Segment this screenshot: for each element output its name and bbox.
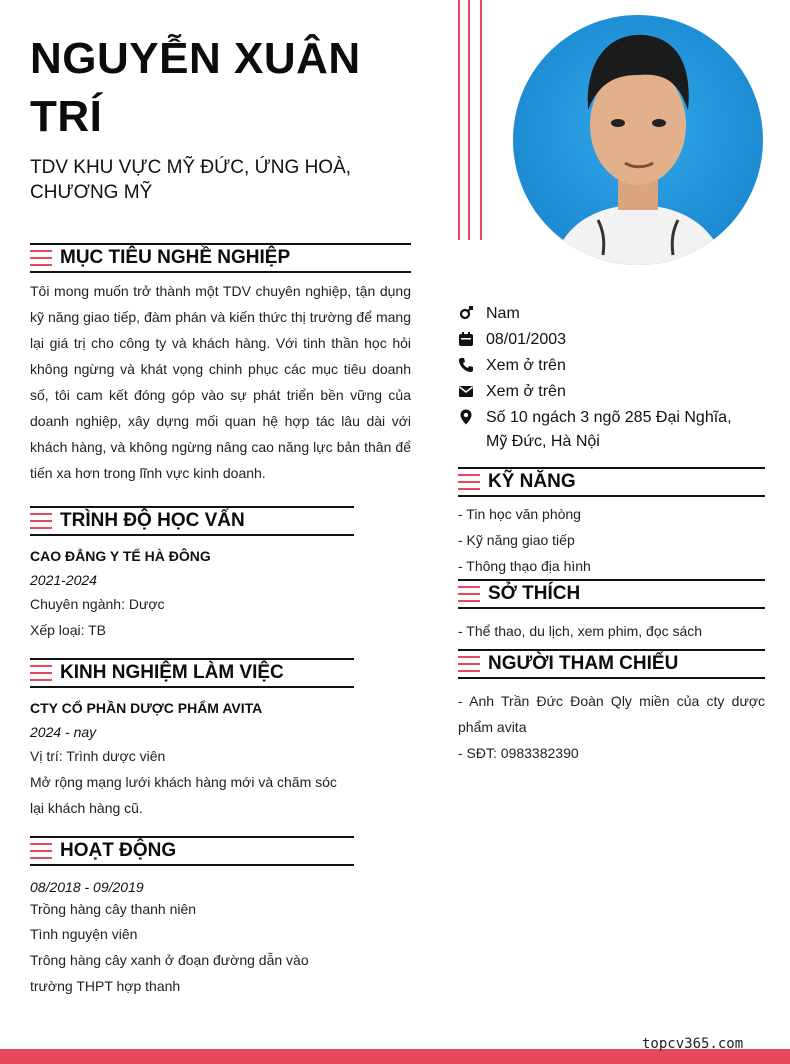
watermark: topcv365.com [642, 1036, 744, 1052]
gender-row [458, 302, 768, 326]
section-title: KINH NGHIỆM LÀM VIỆC [60, 662, 284, 683]
experience-period: 2024 - nay [30, 724, 97, 740]
section-title: NGƯỜI THAM CHIẾU [488, 653, 679, 674]
gender-value: Nam [486, 305, 520, 322]
menu-lines-icon [458, 474, 480, 490]
reference-person: - Anh Trần Đức Đoàn Qly miền của cty dược phẩm avita [458, 693, 765, 735]
dob-value: 08/01/2003 [486, 331, 567, 348]
section-title: KỸ NĂNG [488, 471, 576, 492]
phone-icon [458, 357, 474, 373]
activity-item: Trông hàng cây xanh ở đoạn đường dẫn vào trường THPT hợp thanh [30, 952, 309, 994]
activity-period: 08/2018 - 09/2019 [30, 879, 144, 895]
menu-lines-icon [458, 656, 480, 672]
section-title: MỤC TIÊU NGHỀ NGHIỆP [60, 247, 291, 268]
experience-header [30, 658, 354, 688]
education-major: Chuyên ngành: Dược [30, 596, 165, 612]
portrait-illustration [513, 15, 763, 265]
contact-info [458, 302, 768, 454]
email-row [458, 380, 768, 404]
job-position: TDV KHU VỰC MỸ ĐỨC, ỨNG HOÀ, CHƯƠNG MỸ [30, 157, 352, 203]
education-grade: Xếp loại: TB [30, 622, 107, 638]
references-header [458, 649, 765, 679]
decorative-line [480, 0, 482, 240]
envelope-icon [458, 383, 474, 399]
menu-lines-icon [30, 513, 52, 529]
menu-lines-icon [30, 250, 52, 266]
education-header [30, 506, 354, 536]
address-row [458, 406, 768, 454]
skill-item: - Tin học văn phòng [458, 506, 581, 522]
activity-item: Trồng hàng cây thanh niên [30, 901, 197, 917]
company-name: CTY CỔ PHẦN DƯỢC PHẨM AVITA [30, 700, 263, 716]
location-pin-icon [458, 409, 474, 425]
school-name: CAO ĐẲNG Y TẾ HÀ ĐÔNG [30, 548, 211, 564]
menu-lines-icon [30, 665, 52, 681]
experience-description: Mở rộng mạng lưới khách hàng mới và chăm sóc lại khách hàng cũ. [30, 774, 337, 816]
reference-phone: - SĐT: 0983382390 [458, 745, 579, 761]
decorative-line [458, 0, 460, 240]
phone-row [458, 354, 768, 378]
candidate-name: NGUYỄN XUÂN TRÍ [30, 34, 361, 141]
dob-row [458, 328, 768, 352]
section-title: SỞ THÍCH [488, 583, 581, 604]
education-period: 2021-2024 [30, 572, 97, 588]
profile-photo [513, 15, 763, 265]
experience-role: Vị trí: Trình dược viên [30, 748, 166, 764]
objective-header [30, 243, 411, 273]
skills-header [458, 467, 765, 497]
address-value: Số 10 ngách 3 ngõ 285 Đại Nghĩa, Mỹ Đức, Hà Nội [486, 409, 732, 450]
skill-item: - Kỹ năng giao tiếp [458, 532, 575, 548]
section-title: TRÌNH ĐỘ HỌC VẤN [60, 510, 245, 531]
menu-lines-icon [458, 586, 480, 602]
hobbies-text: - Thể thao, du lịch, xem phim, đọc sách [458, 623, 703, 639]
activity-item: Tình nguyện viên [30, 926, 138, 942]
objective-text: Tôi mong muốn trở thành một TDV chuyên nghiệp, tận dụng kỹ năng giao tiếp, đàm phán và kiến thức thị trường để mang lại giá trị cho công ty và khách hàng. Với tinh thần học hỏi không ngừng và khát vọng chinh phục các mục tiêu doanh số, tôi cam kết đóng góp vào sự phát triển bền vững của doanh nghiệp, xây dựng mối quan hệ hợp tác lâu dài với khách hàng, và không ngừng nâng cao năng lực bản thân để tiến xa hơn trong lĩnh vực kinh doanh. [30, 283, 411, 481]
section-title: HOẠT ĐỘNG [60, 840, 177, 861]
email-value: Xem ở trên [486, 383, 566, 400]
hobbies-header [458, 579, 765, 609]
calendar-icon [458, 331, 474, 347]
skill-item: - Thông thạo địa hình [458, 558, 591, 574]
activities-header [30, 836, 354, 866]
menu-lines-icon [30, 843, 52, 859]
gender-icon [458, 305, 474, 321]
decorative-line [468, 0, 470, 240]
phone-value: Xem ở trên [486, 357, 566, 374]
